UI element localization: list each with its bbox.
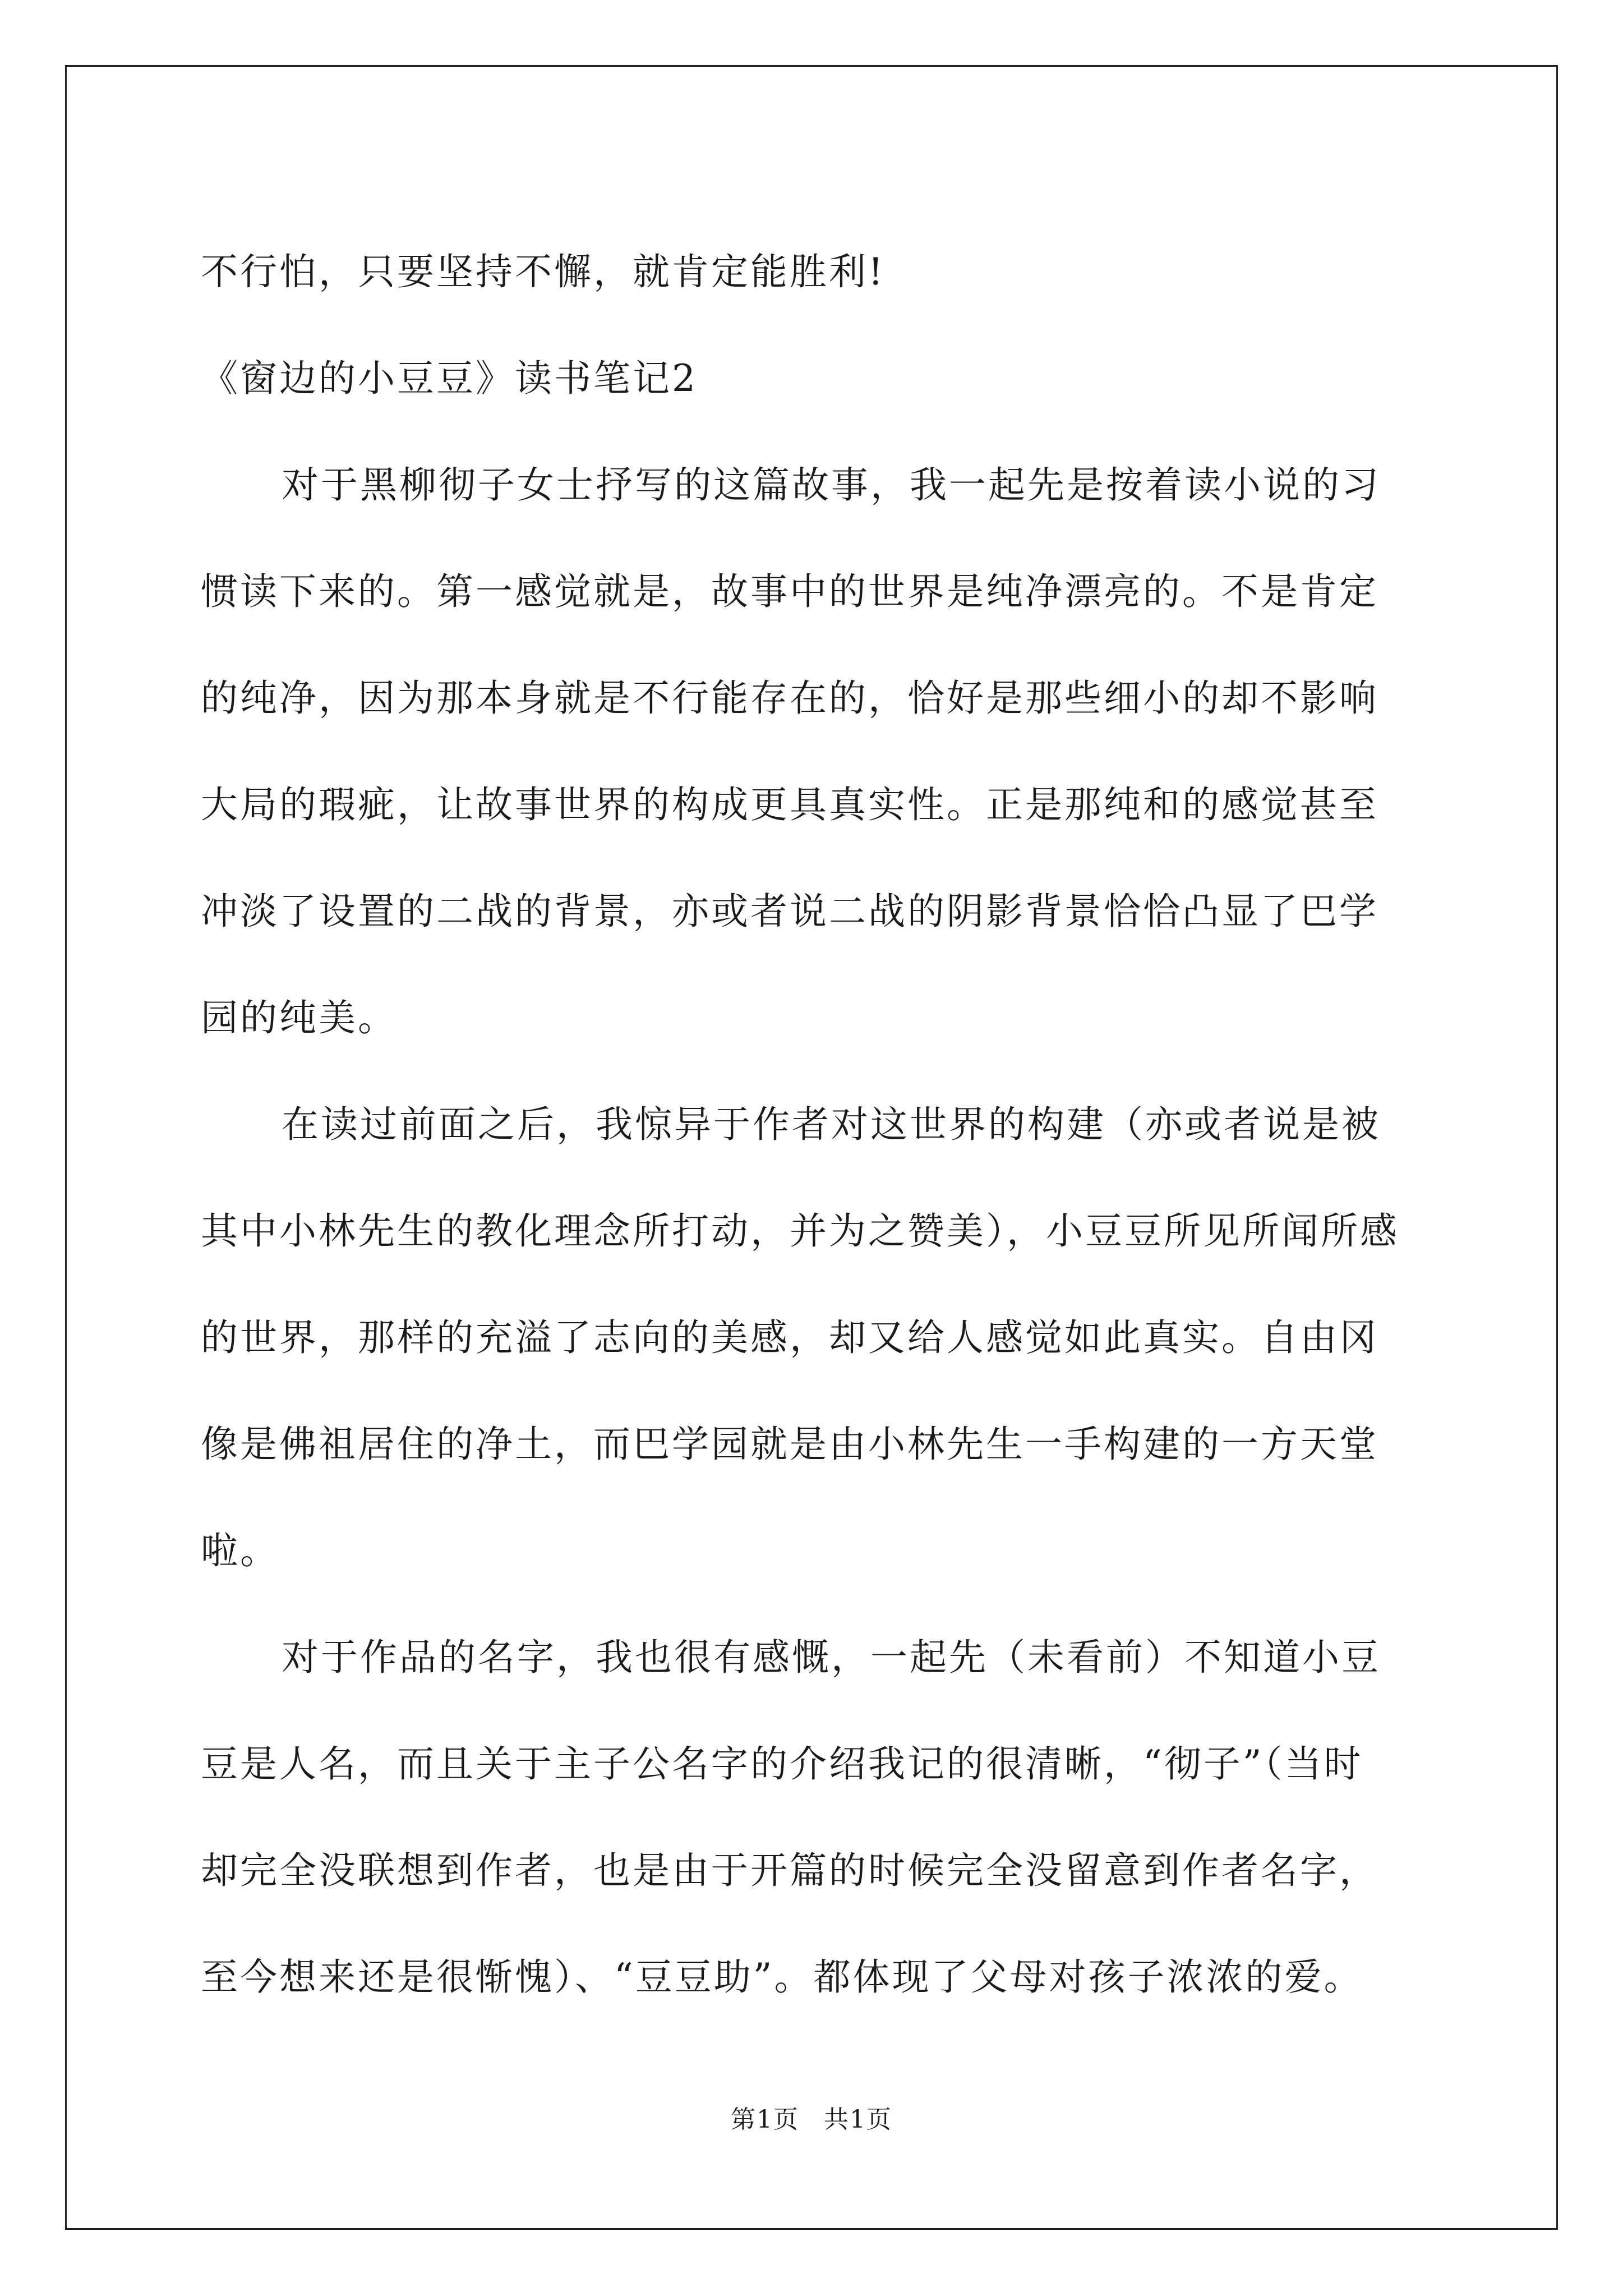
- paragraph-3: [201, 1604, 1429, 2031]
- page-number: 第1页: [731, 2105, 799, 2134]
- page-footer: [0, 2099, 1623, 2135]
- text-line: 对于黑柳彻子女士抒写的这篇故事，我一起先是按着读小说的习: [282, 463, 1381, 507]
- text-line: 其中小林先生的教化理念所打动，并为之赞美），小豆豆所见所闻所感: [201, 1209, 1399, 1253]
- text-line: 像是佛祖居住的净土，而巴学园就是由小林先生一手构建的一方天堂: [201, 1423, 1378, 1466]
- text-line: 大局的瑕疵，让故事世界的构成更具真实性。正是那纯和的感觉甚至: [201, 783, 1378, 826]
- text-line: 豆是人名，而且关于主子公名字的介绍我记的很清晰，“彻子”（当时: [201, 1742, 1363, 1786]
- text-line: 惯读下来的。第一感觉就是，故事中的世界是纯净漂亮的。不是肯定: [201, 570, 1378, 613]
- paragraph-2: [201, 1071, 1429, 1604]
- section-title: 《窗边的小豆豆》读书笔记2: [201, 357, 698, 400]
- document-body: [201, 219, 1429, 2031]
- text-line: 啦。: [201, 1529, 279, 1572]
- text-line: 却完全没联想到作者，也是由于开篇的时候完全没留意到作者名字，: [201, 1849, 1378, 1892]
- text-line: 的纯净，因为那本身就是不行能存在的，恰好是那些细小的却不影响: [201, 677, 1378, 720]
- text-line: 园的纯美。: [201, 996, 397, 1039]
- paragraph-1: [201, 432, 1429, 1071]
- text-line: 至今想来还是很惭愧）、“豆豆助”。都体现了父母对孩子浓浓的爱。: [201, 1955, 1363, 1999]
- text-line: 冲淡了设置的二战的背景，亦或者说二战的阴影背景恰恰凸显了巴学: [201, 890, 1378, 933]
- text-line: 在读过前面之后，我惊异于作者对这世界的构建（亦或者说是被: [282, 1103, 1381, 1146]
- page-count: 共1页: [824, 2105, 892, 2134]
- text-line: 对于作品的名字，我也很有感慨，一起先（未看前）不知道小豆: [282, 1636, 1381, 1679]
- text-line: 不行怕，只要坚持不懈，就肯定能胜利!: [201, 250, 886, 293]
- text-line: 的世界，那样的充溢了志向的美感，却又给人感觉如此真实。自由冈: [201, 1316, 1378, 1359]
